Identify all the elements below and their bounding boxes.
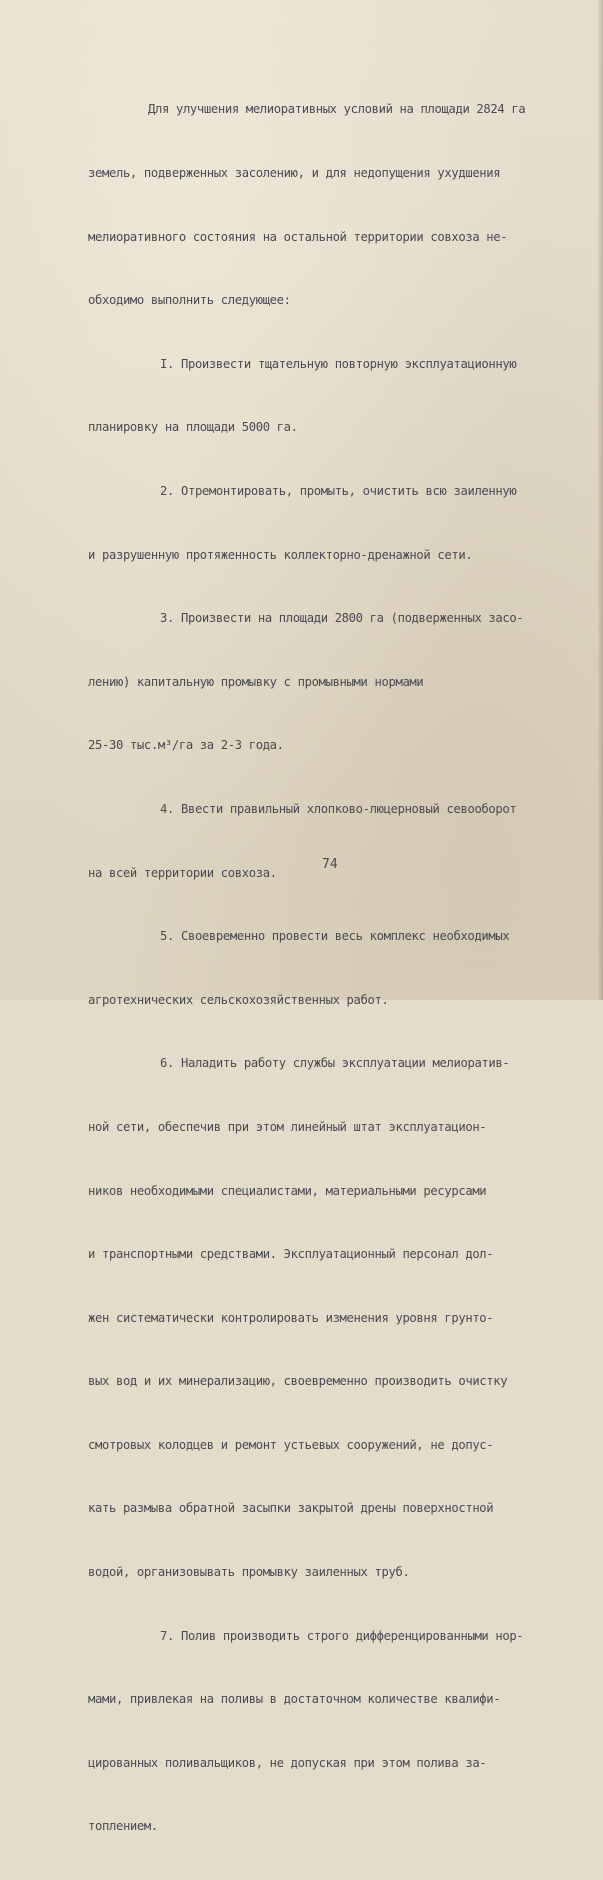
text-line: агротехнических сельскохозяйственных работ. — [88, 992, 389, 1007]
text-line: мами, привлекая на поливы в достаточном количестве квалифи- — [88, 1692, 501, 1707]
text-line: жен систематически контролировать изменения уровня грунто- — [88, 1310, 494, 1325]
text-line: I. Произвести тщательную повторную эксплуатационную — [160, 356, 517, 371]
text-line: лению) капитальную промывку с промывными нормами — [88, 674, 424, 689]
text-line: земель, подверженных засолению, и для недопущения ухудшения — [88, 166, 501, 180]
text-line: 5. Своевременно провести весь комплекс необходимых — [160, 929, 510, 944]
text-line: мелиоративного состояния на остальной территории совхоза не- — [88, 229, 508, 244]
text-line: вых вод и их минерализацию, своевременно производить очистку — [88, 1374, 508, 1389]
page-number: 74 — [322, 857, 338, 872]
text-line: и разрушенную протяженность коллекторно-дренажной сети. — [88, 547, 473, 562]
text-line: обходимо выполнить следующее: — [88, 293, 291, 308]
text-line: 25-30 тыс.м³/га за 2-3 года. — [88, 738, 284, 753]
text-line: на всей территории совхоза. — [88, 865, 277, 880]
text-line: 2. Отремонтировать, промыть, очистить всю заиленную — [160, 483, 517, 498]
text-line: и транспортными средствами. Эксплуатационный персонал дол- — [88, 1247, 494, 1262]
text-line: цированных поливальщиков, не допуская при этом полива за- — [88, 1755, 487, 1770]
text-line: 6. Наладить работу службы эксплуатации мелиоратив- — [160, 1056, 510, 1071]
text-line: ников необходимыми специалистами, материальными ресурсами — [88, 1183, 487, 1198]
text-line: смотровых колодцев и ремонт устьевых сооружений, не допус- — [88, 1437, 494, 1452]
text-line: планировку на площади 5000 га. — [88, 420, 298, 435]
text-line: 7. Полив производить строго дифференцированными нор- — [160, 1628, 524, 1643]
text-line: водой, организовывать промывку заиленных труб. — [88, 1565, 410, 1580]
text-line: ной сети, обеспечив при этом линейный штат эксплуатацион- — [88, 1119, 487, 1134]
text-line: кать размыва обратной засыпки закрытой дрены поверхностной — [88, 1501, 494, 1516]
text-line: топлением. — [88, 1819, 158, 1834]
text-line: Для улучшения мелиоративных условий на площади 2824 га — [148, 102, 526, 117]
text-line: 4. Ввести правильный хлопково-люцерновый севооборот — [160, 801, 517, 816]
body-text — [88, 57, 603, 1880]
text-line: 3. Произвести на площади 2800 га (подверженных засо- — [160, 611, 524, 626]
